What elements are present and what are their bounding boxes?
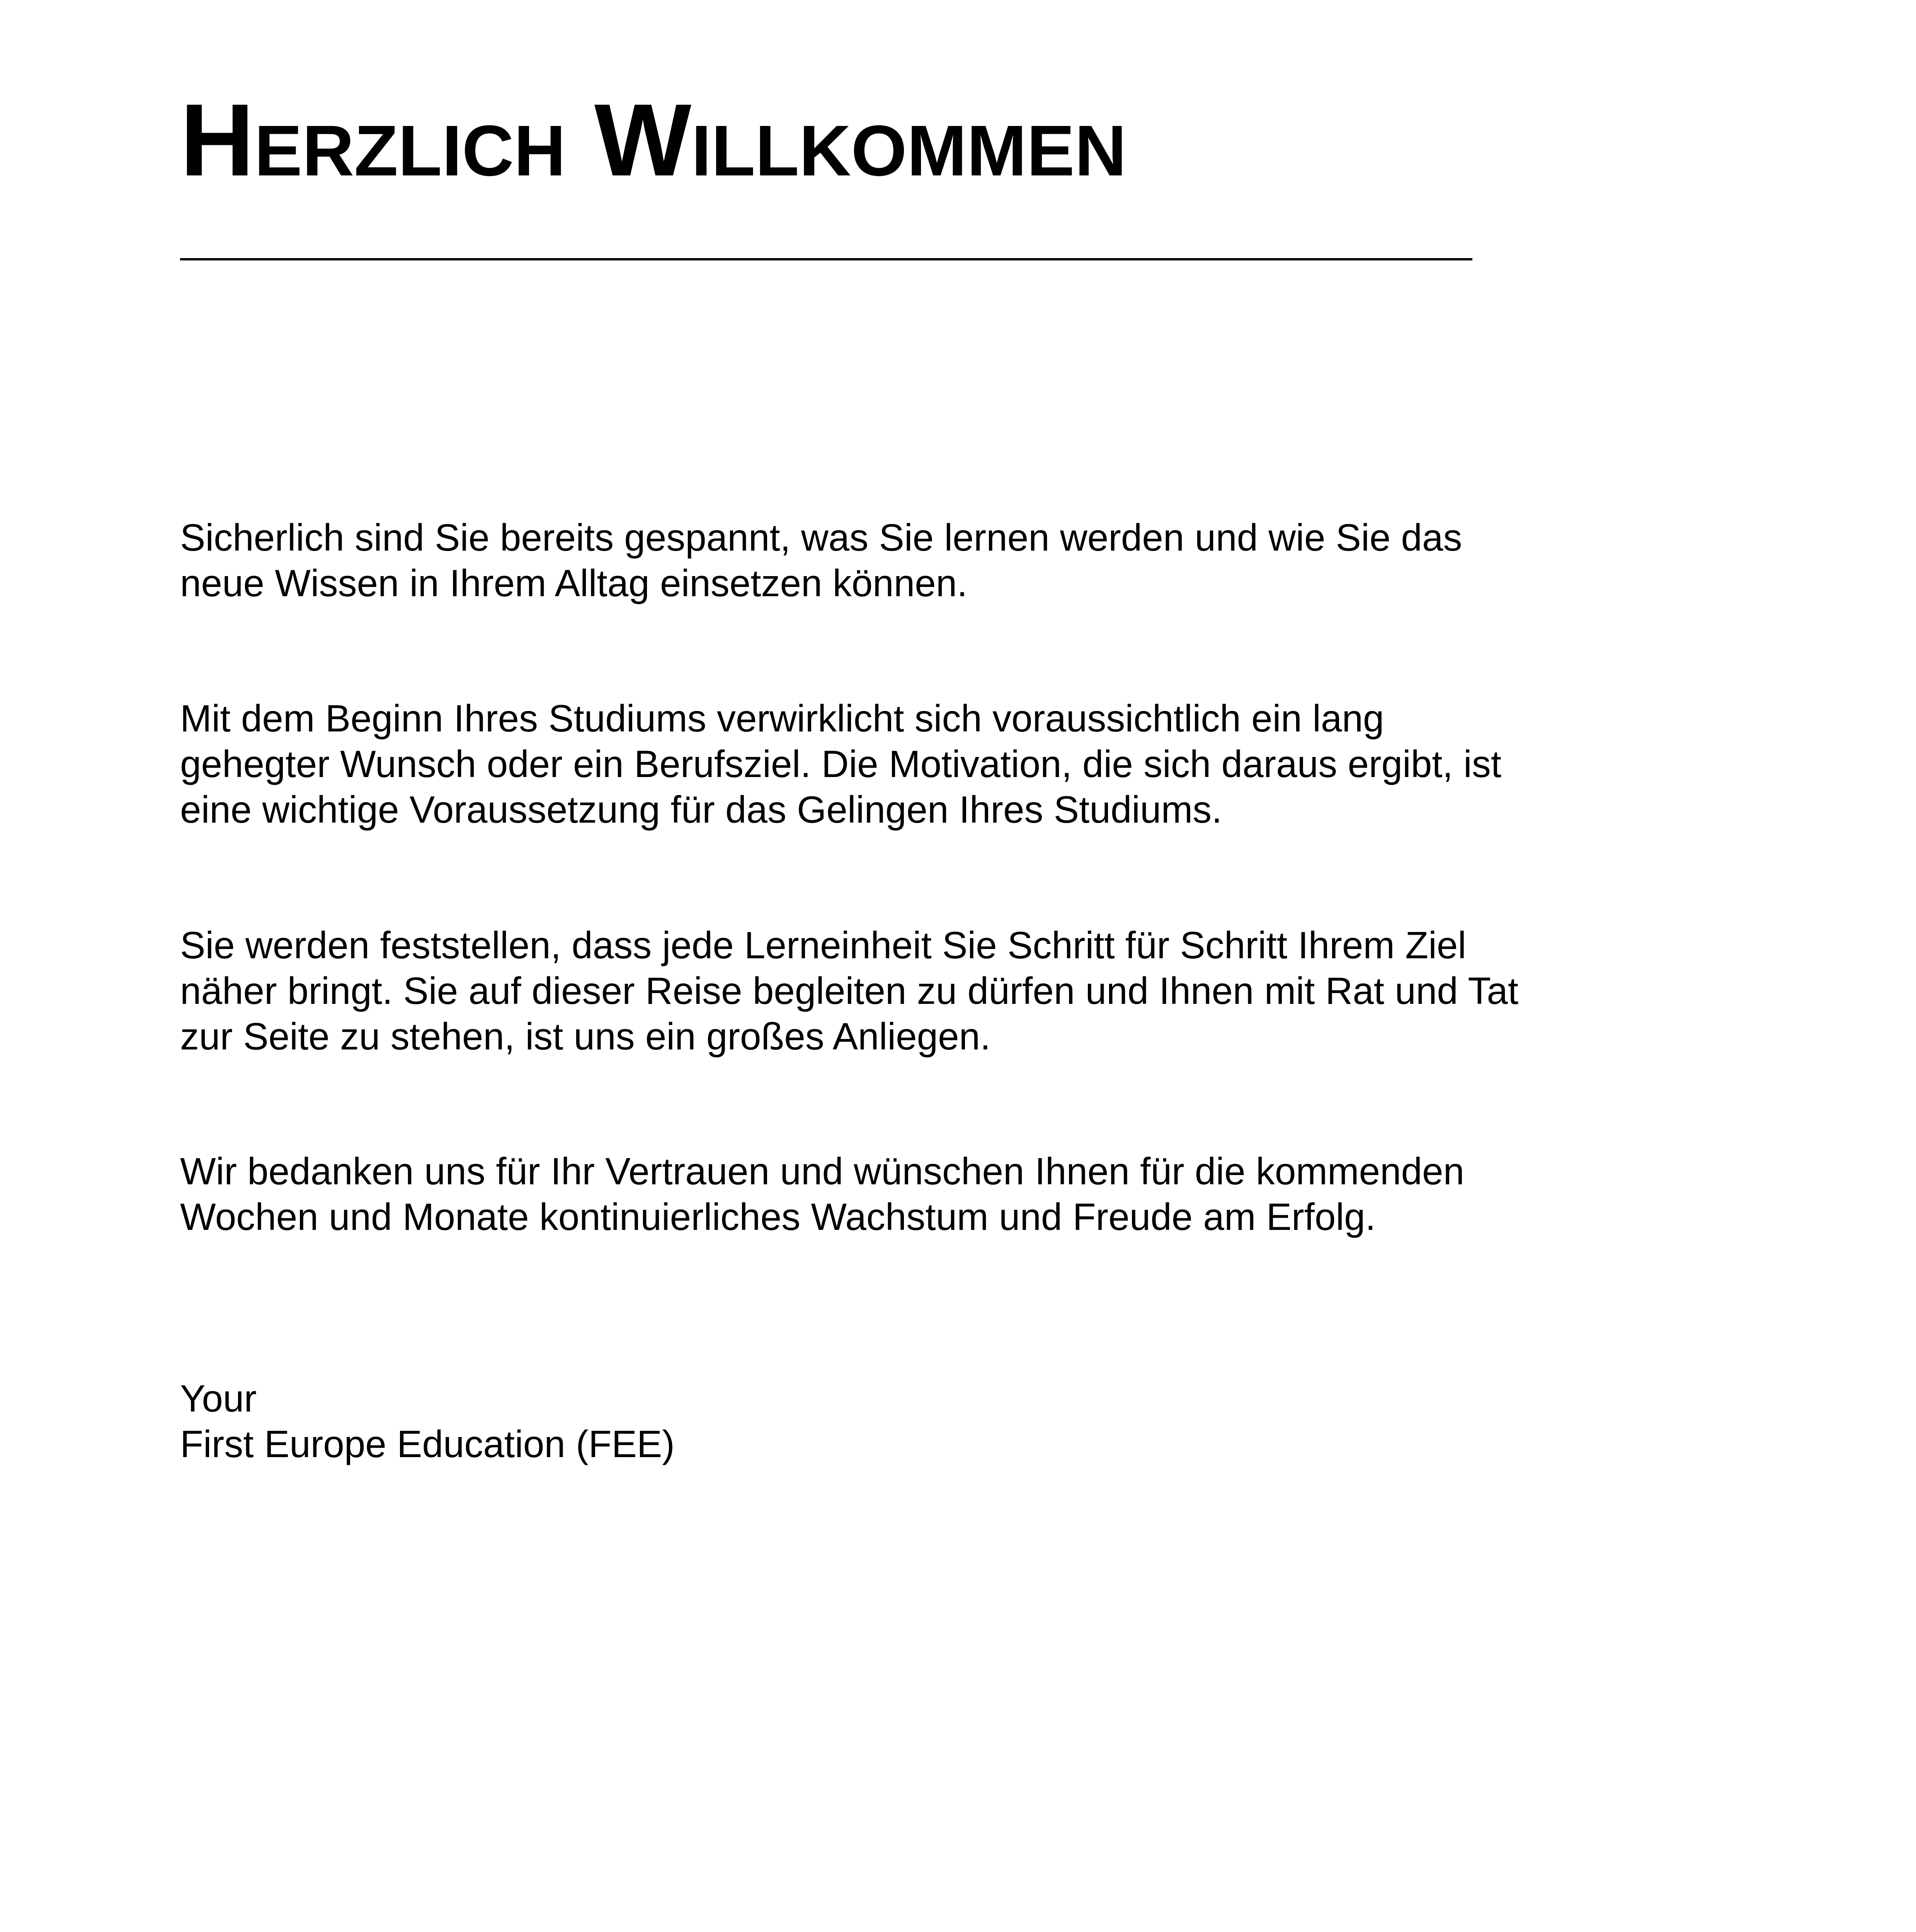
paragraph-line: näher bringt. Sie auf dieser Reise begleiten zu dürfen und Ihnen mit Rat und Tat bbox=[180, 969, 1519, 1012]
paragraph-line: Wir bedanken uns für Ihr Vertrauen und wünschen Ihnen für die kommenden bbox=[180, 1150, 1465, 1192]
closing-block bbox=[180, 1376, 1726, 1467]
paragraph-motivation bbox=[180, 696, 1726, 832]
title-divider bbox=[180, 258, 1472, 260]
paragraph-line: Mit dem Beginn Ihres Studiums verwirklicht sich voraussichtlich ein lang bbox=[180, 697, 1384, 740]
paragraph-line: Wochen und Monate kontinuierliches Wachstum und Freude am Erfolg. bbox=[180, 1196, 1376, 1238]
paragraph-line: Sie werden feststellen, dass jede Lerneinheit Sie Schritt für Schritt Ihrem Ziel bbox=[180, 924, 1467, 966]
paragraph-thanks bbox=[180, 1148, 1726, 1240]
closing-signature: First Europe Education (FEE) bbox=[180, 1423, 675, 1465]
closing-salutation: Your bbox=[180, 1377, 257, 1420]
paragraph-line: gehegter Wunsch oder ein Berufsziel. Die Motivation, die sich daraus ergibt, ist bbox=[180, 743, 1502, 785]
page-title: Herzlich Willkommen bbox=[180, 83, 1127, 197]
paragraph-line: Sicherlich sind Sie bereits gespannt, was Sie lernen werden und wie Sie das bbox=[180, 516, 1462, 559]
paragraph-line: zur Seite zu stehen, ist uns ein großes Anliegen. bbox=[180, 1015, 991, 1058]
paragraph-intro bbox=[180, 515, 1726, 606]
paragraph-line: eine wichtige Voraussetzung für das Gelingen Ihres Studiums. bbox=[180, 788, 1222, 831]
paragraph-progress bbox=[180, 922, 1726, 1059]
paragraph-line: neue Wissen in Ihrem Alltag einsetzen können. bbox=[180, 562, 968, 604]
